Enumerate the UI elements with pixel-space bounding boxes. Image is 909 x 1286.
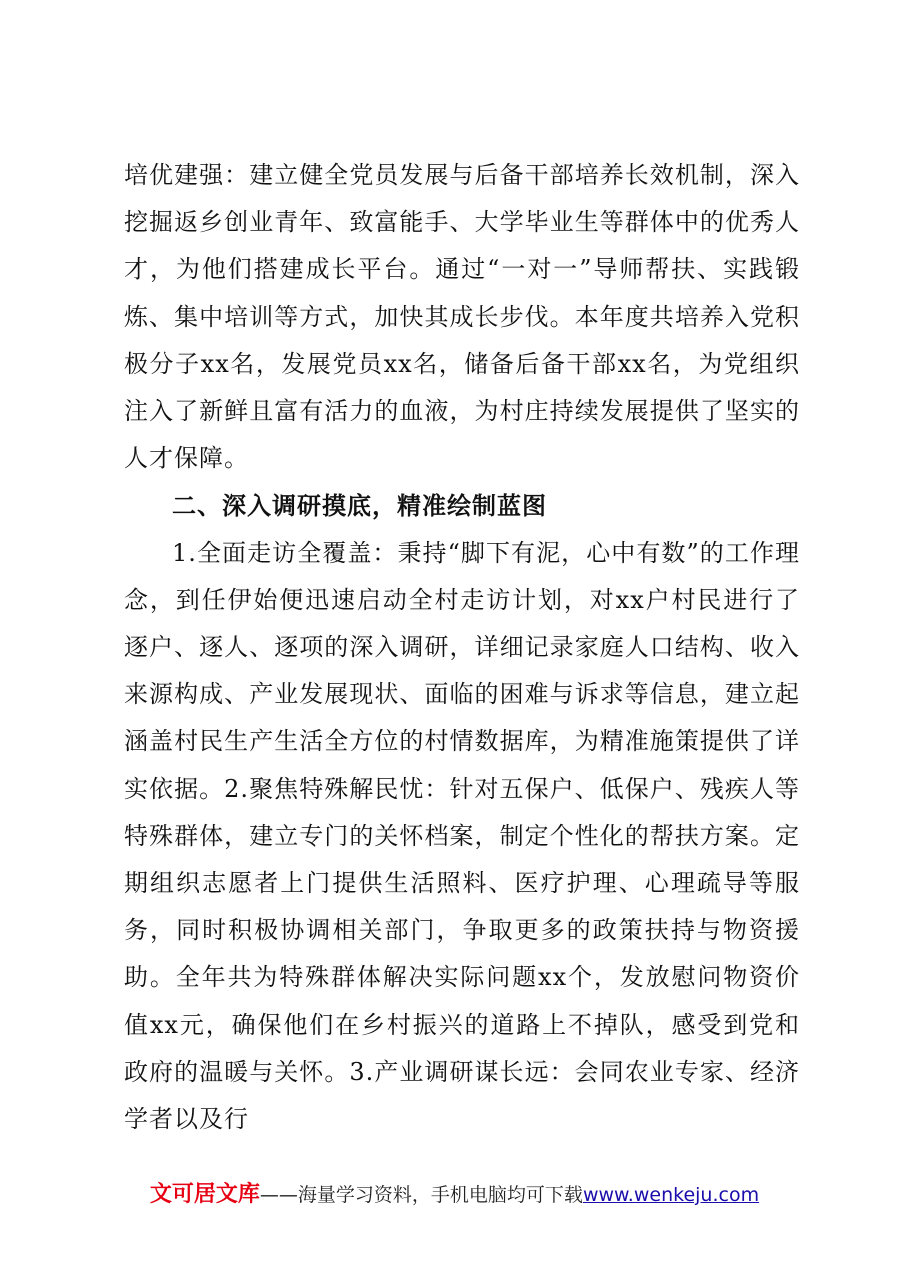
footer-slogan: ——海量学习资料，手机电脑均可下载 [259,1184,583,1206]
footer-brand: 文可居文库 [149,1182,260,1207]
section-heading: 二、深入调研摸底，精准绘制蓝图 [172,491,547,521]
footer-banner [0,1180,909,1210]
paragraph-research-survey: 1.全面走访全覆盖：秉持“脚下有泥，心中有数”的工作理念，到任伊始便迅速启动全村走访计划，对xx户村民进行了逐户、逐人、逐项的深入调研，详细记录家庭人口结构、收入来源构成、产业发展现状、面临的困难与诉求等信息，建立起涵盖村民生产生活全方位的村情数据库，为精准施策提供了详实依据。2.聚焦特殊解民忧：针对五保户、低保户、残疾人等特殊群体，建立专门的关怀档案，制定个性化的帮扶方案。定期组织志愿者上门提供生活照料、医疗护理、心理疏导等服务，同时积极协调相关部门，争取更多的政策扶持与物资援助。全年共为特殊群体解决实际问题xx个，发放慰问物资价值xx元，确保他们在乡村振兴的道路上不掉队，感受到党和政府的温暖与关怀。3.产业调研谋长远：会同农业专家、经济学者以及行 [124,538,800,1134]
document-body [124,152,800,1143]
paragraph-talent-cultivation: 培优建强：建立健全党员发展与后备干部培养长效机制，深入挖掘返乡创业青年、致富能手、大学毕业生等群体中的优秀人才，为他们搭建成长平台。通过“一对一”导师帮扶、实践锻炼、集中培训等方式，加快其成长步伐。本年度共培养入党积极分子xx名，发展党员xx名，储备后备干部xx名，为党组织注入了新鲜且富有活力的血液，为村庄持续发展提供了坚实的人才保障。 [124,161,800,473]
footer-link[interactable]: www.wenkeju.com [582,1184,760,1206]
